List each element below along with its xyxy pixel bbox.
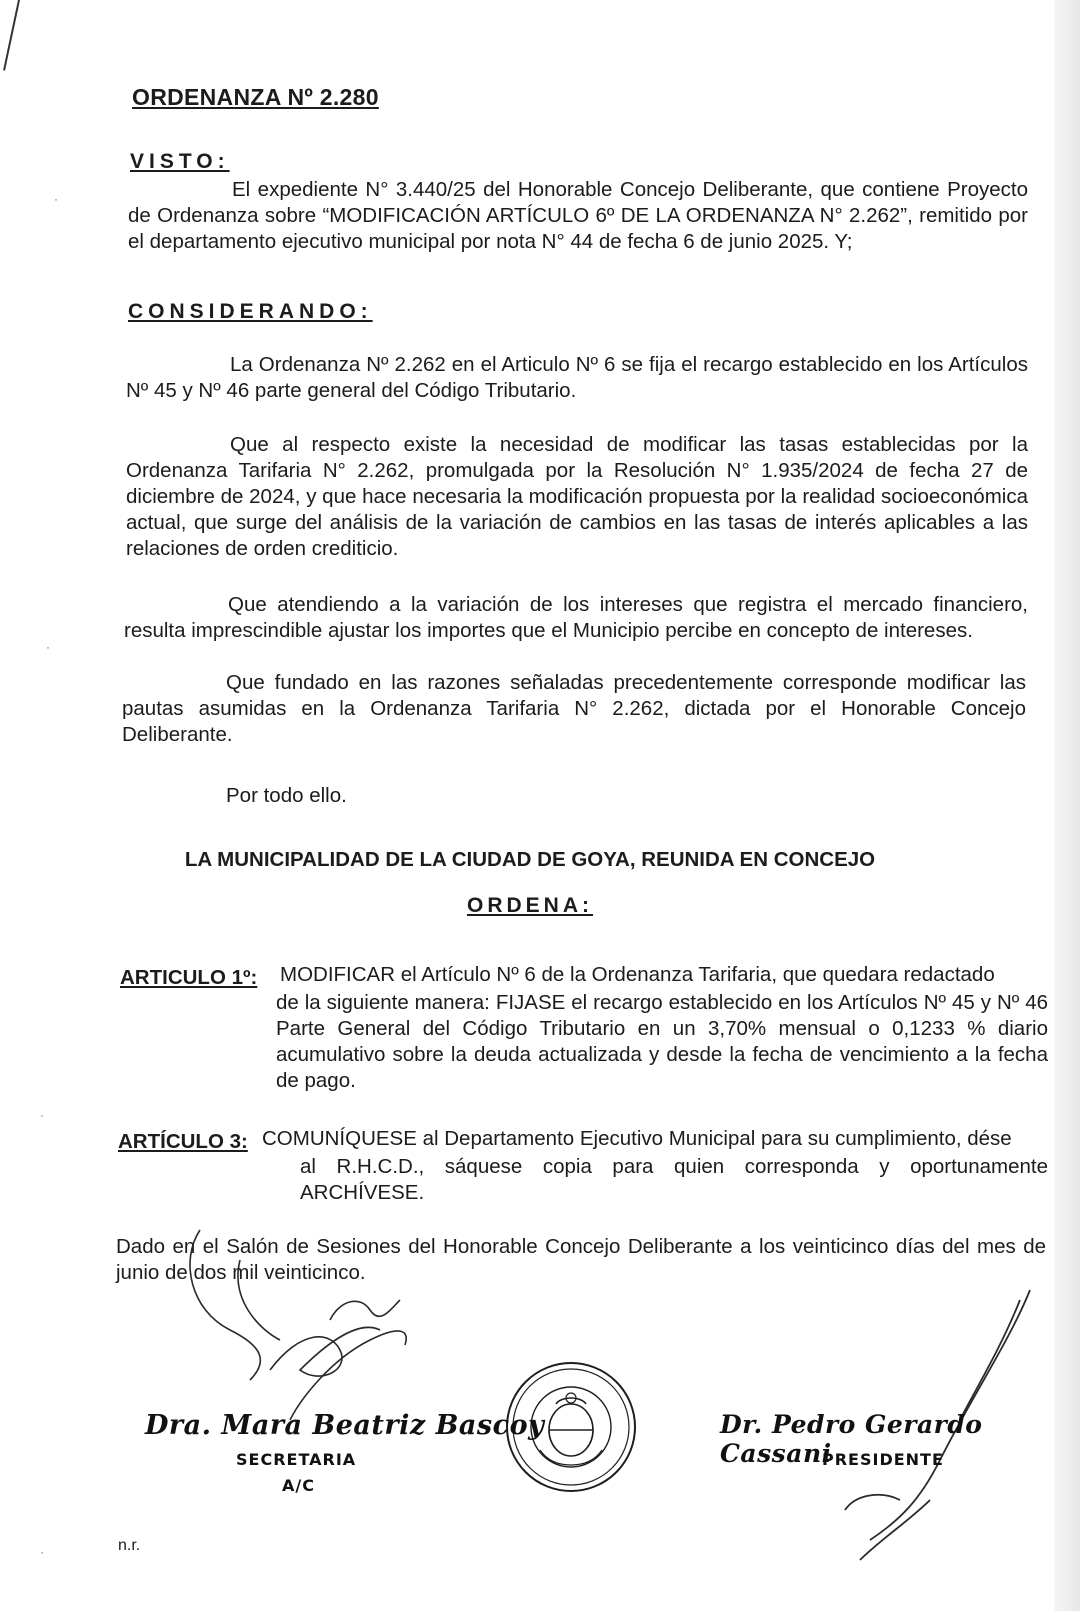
visto-heading: VISTO: bbox=[130, 150, 230, 173]
left-signatory-role: SECRETARIA bbox=[236, 1450, 357, 1469]
considerando-paragraph-2: Que al respecto existe la necesidad de modificar las tasas establecidas por la Ordenanza Tarifaria N° 2.262, promulgada por la Resolución N° 1.935/2024 de fecha 27 de diciembre de 2024, y que hace necesaria la modificación propuesta por la realidad socioeconómica actual, que surge del análisis de la variación de cambios en las tasas de interés aplicables a las relaciones de orden crediticio. bbox=[126, 433, 1028, 560]
considerando-paragraph-4: Que fundado en las razones señaladas precedentemente corresponde modificar las pautas asumidas en la Ordenanza Tarifaria N° 2.262, dictada por el Honorable Concejo Deliberante. bbox=[122, 671, 1026, 746]
considerando-heading: CONSIDERANDO: bbox=[128, 300, 373, 323]
speck: · bbox=[40, 1545, 44, 1559]
visto-paragraph: El expediente N° 3.440/25 del Honorable Concejo Deliberante, que contiene Proyecto de Ordenanza sobre “MODIFICACIÓN ARTÍCULO 6º DE LA ORDENANZA N° 2.262”, remitido por el departamento ejecutivo municipal por nota N° 44 de fecha 6 de junio 2025. Y; bbox=[128, 178, 1028, 253]
right-signatory-role: PRESIDENTE bbox=[822, 1450, 944, 1469]
speck: · bbox=[54, 192, 58, 206]
right-signatory-name: Dr. Pedro Gerardo Cassani bbox=[720, 1410, 983, 1468]
ordinance-title: ORDENANZA Nº 2.280 bbox=[132, 84, 379, 110]
typist-initials: n.r. bbox=[118, 1537, 141, 1554]
speck: · bbox=[40, 1108, 44, 1122]
ordena-heading: ORDENA: bbox=[467, 894, 593, 917]
article-1-label: ARTICULO 1º: bbox=[120, 966, 258, 989]
considerando-paragraph-1: La Ordenanza Nº 2.262 en el Articulo Nº 6 se fija el recargo establecido en los Artículos Nº 45 y Nº 46 parte general del Código Tributario. bbox=[126, 353, 1028, 402]
left-signatory-role-ac: A/C bbox=[282, 1476, 315, 1495]
article-1-first-line: MODIFICAR el Artículo Nº 6 de la Ordenanza Tarifaria, que quedara redactado bbox=[280, 963, 995, 986]
article-3-label: ARTÍCULO 3: bbox=[118, 1130, 248, 1153]
speck: · bbox=[46, 640, 50, 654]
article-3-body: al R.H.C.D., sáquese copia para quien corresponda y oportunamente ARCHÍVESE. bbox=[300, 1155, 1048, 1204]
por-todo-ello: Por todo ello. bbox=[226, 784, 347, 807]
article-3-first-line: COMUNÍQUESE al Departamento Ejecutivo Municipal para su cumplimiento, dése bbox=[262, 1127, 1012, 1150]
left-handwritten-signature bbox=[190, 1230, 406, 1420]
considerando-paragraph-3: Que atendiendo a la variación de los intereses que registra el mercado financiero, resulta imprescindible ajustar los importes que el Municipio percibe en concepto de intereses. bbox=[124, 593, 1028, 642]
article-1-body: de la siguiente manera: FIJASE el recargo establecido en los Artículos Nº 45 y Nº 46 Parte General del Código Tributario en un 3,70% mensual o 0,1233 % diario acumulativo sobre la deuda actualizada y desde la fecha de vencimiento a la fecha de pago. bbox=[276, 991, 1048, 1092]
left-signatory-name: Dra. Mara Beatriz Bascoy bbox=[145, 1410, 545, 1441]
closing-paragraph: Dado en el Salón de Sesiones del Honorable Concejo Deliberante a los veinticinco días del mes de junio de dos mil veinticinco. bbox=[116, 1235, 1046, 1284]
concejo-line: LA MUNICIPALIDAD DE LA CIUDAD DE GOYA, REUNIDA EN CONCEJO bbox=[184, 848, 876, 871]
